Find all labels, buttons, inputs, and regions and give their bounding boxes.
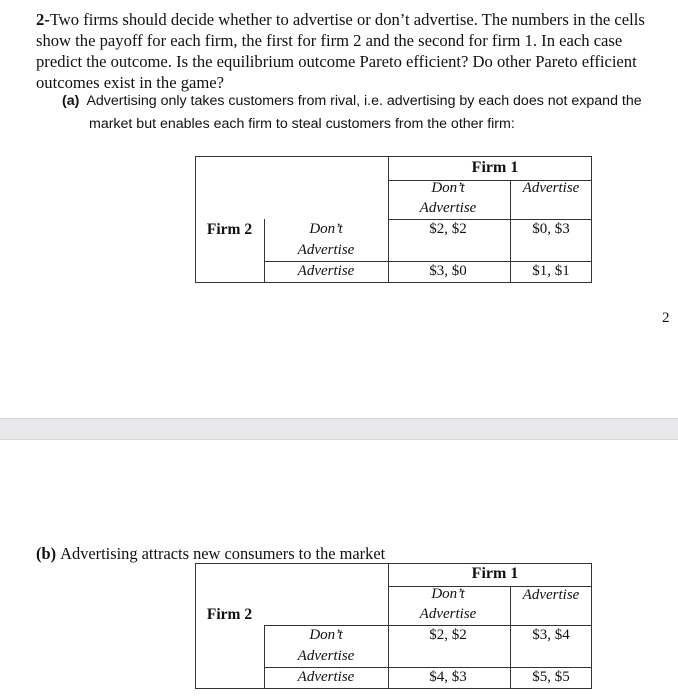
col-header-advertise: Advertise [522, 587, 580, 603]
payoff-cell-da: $0, $3 [532, 221, 570, 237]
payoff-cell-da: $3, $4 [532, 627, 570, 643]
row-header-dont-advertise: Advertise [297, 648, 355, 664]
part-a-line-2: market but enables each firm to steal customers from the other firm: [89, 116, 515, 132]
payoff-cell-aa: $5, $5 [532, 669, 570, 685]
payoff-cell-dd: $2, $2 [429, 221, 467, 237]
question-text [36, 9, 666, 93]
col-player-label: Firm 1 [471, 565, 519, 582]
col-header-dont-advertise: Advertise [419, 606, 477, 622]
payoff-cell-dd: $2, $2 [429, 627, 467, 643]
col-player-label: Firm 1 [471, 159, 519, 176]
row-player-label: Firm 2 [206, 221, 253, 238]
part-b-text [36, 544, 385, 564]
page-separator [0, 418, 678, 440]
part-b-body: Advertising attracts new consumers to the market [60, 544, 386, 563]
col-header-dont-advertise: Advertise [419, 200, 477, 216]
part-a-label: (a) [62, 93, 80, 109]
part-b-label: (b) [36, 544, 57, 563]
part-a-line-1: Advertising only takes customers from rival, i.e. advertising by each does not expand the [86, 93, 642, 109]
part-a-text [62, 90, 674, 136]
row-header-dont: Don’t [309, 627, 343, 643]
payoff-cell-aa: $1, $1 [532, 263, 570, 279]
page-2 [0, 440, 678, 700]
col-header-dont: Don’t [431, 180, 465, 196]
row-header-dont: Don’t [309, 221, 343, 237]
payoff-cell-ad: $4, $3 [429, 669, 467, 685]
col-header-dont: Don’t [431, 586, 465, 602]
payoff-cell-ad: $3, $0 [429, 263, 467, 279]
row-player-label: Firm 2 [206, 606, 253, 623]
row-header-dont-advertise: Advertise [297, 242, 355, 258]
row-header-advertise: Advertise [297, 263, 355, 279]
question-body: Two firms should decide whether to advertise or don’t advertise. The numbers in the cells show the payoff for each firm, the first for firm 2 and the second for firm 1. In each case predict the outcome. Is the equilibrium outcome Pareto efficient? Do other Pareto efficient outcomes exist in the game? [36, 10, 645, 92]
question-number: 2- [36, 10, 50, 29]
row-header-advertise: Advertise [297, 669, 355, 685]
page-number: 2 [662, 310, 670, 326]
col-header-advertise: Advertise [522, 180, 580, 196]
